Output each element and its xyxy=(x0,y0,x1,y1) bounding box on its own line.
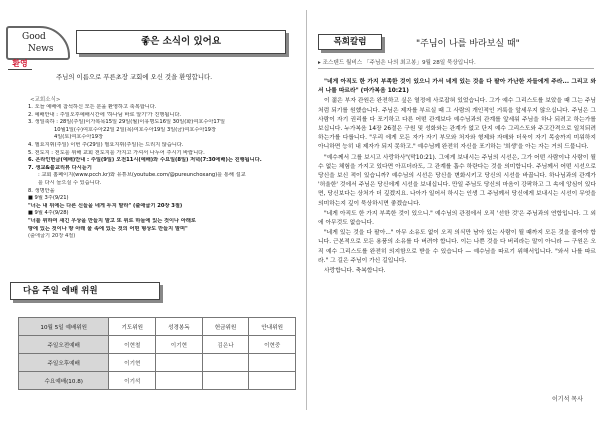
schedule-item: ■ 9월 4주(9/28) xyxy=(28,210,69,217)
column-paragraph: "네게 있는 것을 다 팔아..." 아무 소유도 없이 오직 의식만 남아 있는 사람이 될 때까지 모든 것을 줄여야 합니다. 근본적으로 모든 용품의 소유를 다 버려야 합니다. 이는 나쁜 것을 다 버리라는 말이 아니라 — 구원은 오직 예수 그리스도를 완전히 의지함으로 받을 수 있습니다 — 예수님을 따르기 위해서입니다. "와서 나를 따르라." 그 길은 주님이 가신 길입니다. xyxy=(318,230,596,264)
duty-cell: 이기현 xyxy=(109,354,156,372)
table-row xyxy=(19,354,296,372)
column-paragraph: "네게 아직도 한 가지 부족한 것이 있으니 가서 네게 있는 것을 다 팔아 가난한 자들에게 주라... 그리고 와서 나를 따르라" (마가복음 10:21) xyxy=(318,79,596,95)
column-paragraph: 사랑합니다. 축복합니다. xyxy=(324,268,386,275)
column-source: ▸ 조스텐드 월비스 「주님은 나의 최고봉」9월 28일 묵상입니다. xyxy=(318,58,594,69)
duty-cell: 김은나 xyxy=(202,336,249,354)
duty-cell xyxy=(249,354,296,372)
duty-header-offering: 헌금위원 xyxy=(202,318,249,336)
column-signature: 이기석 목사 xyxy=(552,396,583,403)
welcome-tag: 환영 xyxy=(8,58,32,70)
table-row xyxy=(19,372,296,390)
notice-item: 10월1일(수)여호수아22일 2일(목)여호수아19일 3일(금)여호수아19장 xyxy=(54,126,216,133)
column-paragraph: "예수께서 그를 보시고 사랑하사"(막10:21). 그에게 보내시는 주님의 시선은, 그가 어떤 사람이냐 사람이 될 수 없는 체험을 가지고 있다면 아프더라도, 그 관계를 흡수 하란다는 것을 의미합니다. 주님께서 어떤 시선으로 당신을 보신 적이 있습니까? 예수님의 시선은 당신을 변화시키고 당신의 시선을 바꿉니다. 하나님과의 관계가 '허울한' 것에서 주님은 당신에게 시선을 보내십니다. 만일 주님도 당신의 마음이 강팍하고 그 속에 앙심이 있다면, 당신보다는 상처가 더 깊겠지요. 나아가 일어서 하시는 인생 그 주님께서 당신에게 보내시는 시선이 무엇을 의미하는지 깊이 묵상하시면 좋겠습니다. xyxy=(318,154,596,207)
duty-cell xyxy=(156,354,203,372)
schedule-quote: "너를 위하여 새긴 우상을 만들지 말고 또 위로 하늘에 있는 것이나 아래로 xyxy=(28,217,196,224)
duty-header-date: 10월 5일 예배위원 xyxy=(19,318,109,336)
schedule-citation: (출애굽기 20장 4절) xyxy=(28,233,76,240)
duty-header-usher: 안내위원 xyxy=(249,318,296,336)
column-divider xyxy=(306,10,307,410)
duty-service-name: 수요예배(10.8) xyxy=(19,372,109,390)
table-row xyxy=(19,336,296,354)
pastor-column-title: 목회칼럼 xyxy=(318,34,382,50)
badge-line2: News xyxy=(28,44,54,54)
notice-item: 2. 예배안내 : 주일오후예배시간에 '하나님 바로 알기'가 진행됩니다. xyxy=(28,111,182,118)
church-notices xyxy=(28,104,298,241)
schedule-quote: "너는 내 뒤에는 다른 신들을 네게 두지 말라" (출애굽기 20장 3절) xyxy=(28,202,183,209)
notice-item: 를 다시 들으실 수 있습니다. xyxy=(38,179,102,186)
badge-line1: Good xyxy=(22,32,46,42)
duty-service-name: 주일오후예배 xyxy=(19,354,109,372)
column-body xyxy=(318,78,596,277)
notice-item: 3. 생일축하 : 28일(주일)이가복목15일 29일(월)이유명도16일 30일(화)여호수아17일 xyxy=(28,119,225,126)
duty-header-scripture: 성경봉독 xyxy=(156,318,203,336)
duty-header-prayer: 기도위원 xyxy=(109,318,156,336)
duty-cell xyxy=(249,372,296,390)
column-subject: "주님이 나를 바라보실 때" xyxy=(416,39,520,49)
duty-cell xyxy=(156,372,203,390)
duty-cell: 이현철 xyxy=(109,336,156,354)
duty-table-header-row xyxy=(19,318,296,336)
news-section-title: 좋은 소식이 있어요 xyxy=(76,30,286,54)
duty-table xyxy=(18,317,296,390)
good-news-badge xyxy=(6,26,70,60)
duty-cell: 이현중 xyxy=(249,336,296,354)
next-week-duty-title: 다음 주일 예배 위원 xyxy=(10,282,160,300)
notice-item: 7. 생교&블교리뷰 다시듣기 xyxy=(28,164,92,171)
schedule-item: ■ 9월 3주(9/21) xyxy=(28,195,69,202)
notice-header: <교회소식> xyxy=(30,97,61,103)
duty-cell xyxy=(202,372,249,390)
column-paragraph: 이 젊은 부자 관원은 완전하고 싶은 열정에 사로잡혀 있었습니다. 그가 예수 그리스도를 보았을 때 그는 주님처럼 되기를 원했습니다. 주님은 제자를 부르실 때 그 사람의 개인적인 거룩을 앞세우지 않으십니다. 주님은 그 사람이 자기 권리를 다 포기하고 다른 어떤 관계보다 예수님과의 관계를 앞세워 주님을 하나 되려고 하는가를 보십니다. 누가복음 14장 26절은 구원 및 성화와는 관계가 없고 단지 예수 그리스도와 주고간격으로 일치되려 하는가를 다룹니다. "우리 에게 모든 자가 자기 부모와 처자와 형제와 자매와 더욱이 자기 목숨까지 미워하지 아니하면 능히 내 제자가 되지 못하고." 예수님께 완전히 자신을 포기하는 '희생'을 아는 자는 거의 드뭅니다. xyxy=(318,98,596,151)
duty-service-name: 주일오전예배 xyxy=(19,336,109,354)
duty-cell xyxy=(202,354,249,372)
duty-cell: 이기석 xyxy=(109,372,156,390)
notice-item: 6. 온라인헌금(예배)안내 : 주일(9일) 오전11시(예배)와 수요일(8일) 저녁(7:30에배)는 진행됩니다. xyxy=(28,157,262,164)
duty-cell: 이기현 xyxy=(156,336,203,354)
notice-item: 1. 오늘 예배에 참석하신 모든 분을 환영하고 축복합니다. xyxy=(28,104,157,110)
column-paragraph: "네게 아직도 한 가지 부족한 것이 있으니." 예수님의 관점에서 오직 '선한 것'은 주님과의 연합입니다. 그 외에 아무것도 없습니다. xyxy=(318,210,596,227)
notice-item: 4일(토)여호수아19장 xyxy=(54,134,104,141)
notice-item: 5. 전도지 : 전도를 위해 교회 전도지를 가지고 가셔서 나누어 주시기 바랍니다. xyxy=(28,149,205,156)
notice-item: 8. 생명안을 xyxy=(28,187,55,194)
schedule-quote: 땅에 있는 것이나 땅 아래 물 속에 있는 것의 어떤 형상도 만들지 말며" xyxy=(28,225,188,232)
notice-item: 4. 필요지휘(주일) 이번 주(29일) 필요지휘(주일)는 드리지 않습니다. xyxy=(28,141,184,148)
notice-item: : 교회 홈페이지(www.pcch.kr)와 유튜브(youtube.com/@pureunchoxang)를 통해 설교 xyxy=(38,172,246,179)
welcome-text: 주님의 이름으로 푸른초장 교회에 오신 것을 환영합니다. xyxy=(56,73,213,81)
